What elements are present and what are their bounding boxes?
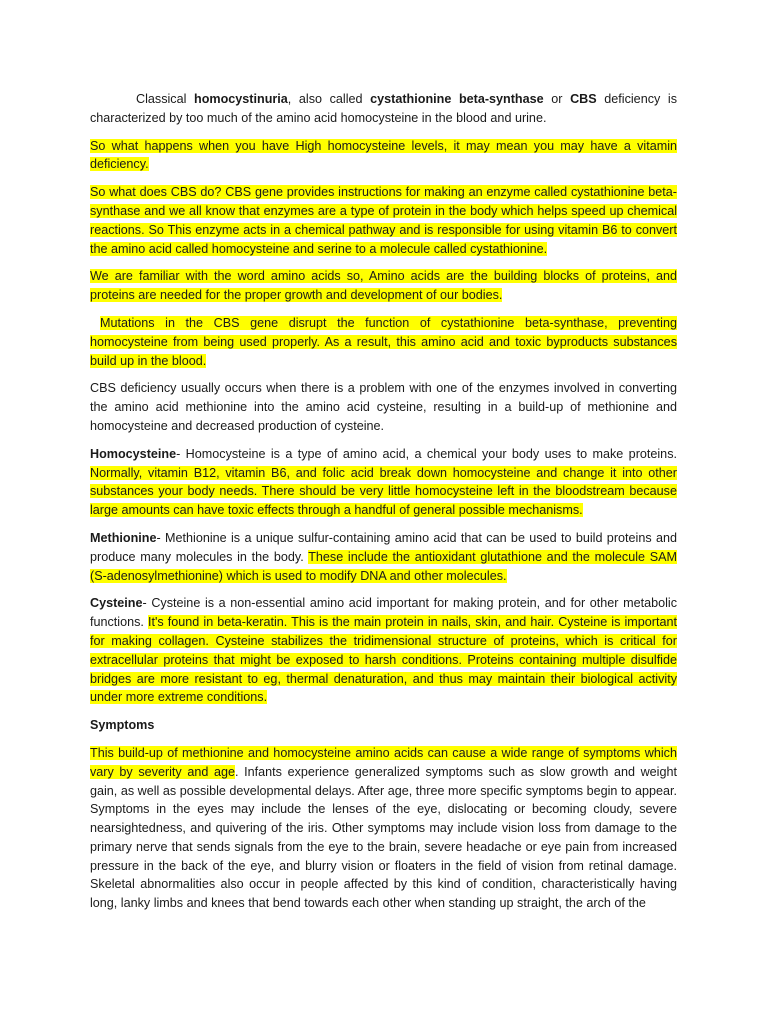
section-heading-symptoms: Symptoms <box>90 718 155 733</box>
highlighted-text: enzyme acts in a chemical pathway and is responsible for using vitamin B6 to convert the amino acid called homocysteine and serine to a molecule called cystathionine. <box>90 222 677 256</box>
text-segment: CBS deficiency usually occurs when there is a problem with one of the enzymes involved in converting the amino acid methionine into the amino acid cysteine, resulting in a build-up of methionine and homocysteine and decreased production of cysteine. <box>90 381 677 433</box>
paragraph-amino-acids <box>90 267 677 305</box>
highlighted-text: We are familiar with the word amino acids so, Amino acids are the building blocks of proteins, and proteins are needed for the proper growth and development of our bodies. <box>90 269 677 303</box>
paragraph-methionine <box>90 529 677 585</box>
term-methionine: Methionine <box>90 530 157 545</box>
highlighted-text: These include the antioxidant glutathione and the molecule SAM (S-adenosylmethionine) which is used to modify DNA and other molecules. <box>90 549 678 583</box>
paragraph-homocysteine <box>90 445 677 520</box>
text-segment: - Methionine is a unique sulfur-containing amino acid that can be used to build proteins and produce many molecules in the body. <box>90 530 677 564</box>
text-segment: , also called <box>287 92 371 106</box>
text-segment: Classical <box>136 92 195 106</box>
paragraph-symptoms <box>90 744 677 913</box>
text-segment: - Cysteine is a non-essential amino acid important for making protein, and for other metabolic functions. <box>90 596 677 630</box>
paragraph-cbs-role <box>90 183 677 258</box>
term-cbs: CBS <box>570 92 597 106</box>
highlighted-text: So what happens when you have <box>90 138 296 153</box>
text-segment: - Homocysteine is a type of amino acid, a chemical your body uses to make proteins. <box>176 446 677 461</box>
term-homocysteine: Homocysteine <box>90 446 177 461</box>
highlighted-text: Normally, vitamin B12, vitamin B6, and folic acid break down homocysteine and change it into other substances your body needs. There should be very little homocysteine left in the bloodstream because large amounts can have toxic effects through a handful of general possible mechanisms. <box>90 465 677 518</box>
highlighted-text: This build-up of methionine and homocysteine amino acids can cause a wide range of symptoms which vary by severity and age <box>90 745 677 779</box>
highlighted-text: Mutations in the CBS gene disrupt the function of cystathionine beta-synthase, preventing homocysteine from being used properly. As a result, this amino acid and toxic byproducts substances build up in the blood. <box>90 315 677 368</box>
document-page <box>90 90 677 922</box>
term-cystathionine-beta-synthase: cystathionine beta-synthase <box>370 92 544 106</box>
text-segment: deficiency is characterized by too much of the amino acid homocysteine in the blood and urine. <box>90 92 677 125</box>
highlighted-text: High homocysteine levels, it may mean you may have a vitamin deficiency. <box>90 138 678 172</box>
text-segment: . Infants experience generalized symptoms such as slow growth and weight gain, as well as possible developmental delays. After age, three more specific symptoms begin to appear. Symptoms in the eyes may include the lenses of the eye, dislocating or becoming cloudy, severe nearsightedness, and quivering of the iris. Other symptoms may include vision loss from damage to the primary nerve that sends signals from the eye to the brain, severe headache or eye pain from increased pressure in the back of the eye, and blurry vision or floaters in the field of vision from retinal damage. Skeletal abnormalities also occur in people affected by this kind of condition, characteristically having long, lanky limbs and knees that bend towards each other when standing up straight, the arch of the <box>90 764 677 911</box>
highlighted-text: It's found in beta-keratin. This is the main protein in nails, skin, and hair. Cysteine is important for making collagen. Cysteine stabilizes the tridimensional structure of proteins, which is critical for extracellular proteins that might be exposed to harsh conditions. Proteins containing multiple disulfide bridges are more resistant to eg, thermal denaturation, and thus may maintain their biological activity under more extreme conditions. <box>90 615 677 705</box>
paragraph-intro <box>90 90 677 128</box>
paragraph-cbs-deficiency <box>90 379 677 435</box>
paragraph-cysteine <box>90 594 677 707</box>
text-segment: or <box>543 92 571 106</box>
highlighted-text: CBS gene provides instructions for making an enzyme called cystathionine beta-synthase and we all know that enzymes are a type of protein in the body which helps speed up chemical reactions. So This <box>90 185 678 237</box>
paragraph-mutations <box>90 314 677 370</box>
term-homocystinuria: homocystinuria <box>194 92 288 106</box>
highlighted-text: So what does CBS do? <box>90 185 226 200</box>
paragraph-high-homocysteine <box>90 137 677 175</box>
term-cysteine: Cysteine <box>90 596 143 611</box>
